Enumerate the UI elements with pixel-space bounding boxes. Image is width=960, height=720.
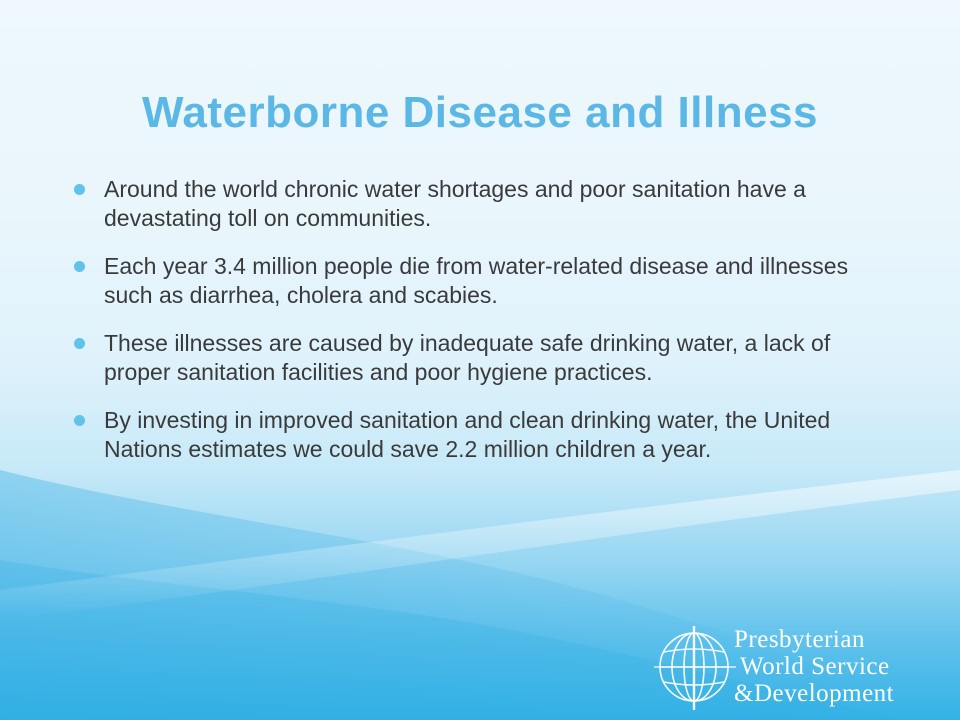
bullet-list xyxy=(72,175,892,483)
logo-line-1: Presbyterian xyxy=(734,626,865,653)
bullet-dot-icon xyxy=(74,338,85,349)
bullet-text: These illnesses are caused by inadequate safe drinking water, a lack of proper sanitation facilities and poor hygiene practices. xyxy=(104,330,831,385)
bullet-item xyxy=(72,175,892,233)
logo-line-3: &Development xyxy=(734,680,895,707)
bullet-item xyxy=(72,329,892,387)
bullet-text: Around the world chronic water shortages and poor sanitation have a devastating toll on communities. xyxy=(104,176,806,231)
slide-title: Waterborne Disease and Illness xyxy=(141,88,819,137)
bullet-dot-icon xyxy=(74,184,85,195)
pwsd-logo xyxy=(648,620,938,715)
globe-cross-icon xyxy=(652,622,742,712)
logo-line-2: World Service xyxy=(740,653,890,680)
bullet-text: Each year 3.4 million people die from water-related disease and illnesses such as diarrhea, cholera and scabies. xyxy=(104,253,849,308)
bullet-item xyxy=(72,406,892,464)
bullet-dot-icon xyxy=(74,415,85,426)
bullet-text: By investing in improved sanitation and clean drinking water, the United Nations estimates we could save 2.2 million children a year. xyxy=(104,407,831,462)
bullet-item xyxy=(72,252,892,310)
bullet-dot-icon xyxy=(74,261,85,272)
